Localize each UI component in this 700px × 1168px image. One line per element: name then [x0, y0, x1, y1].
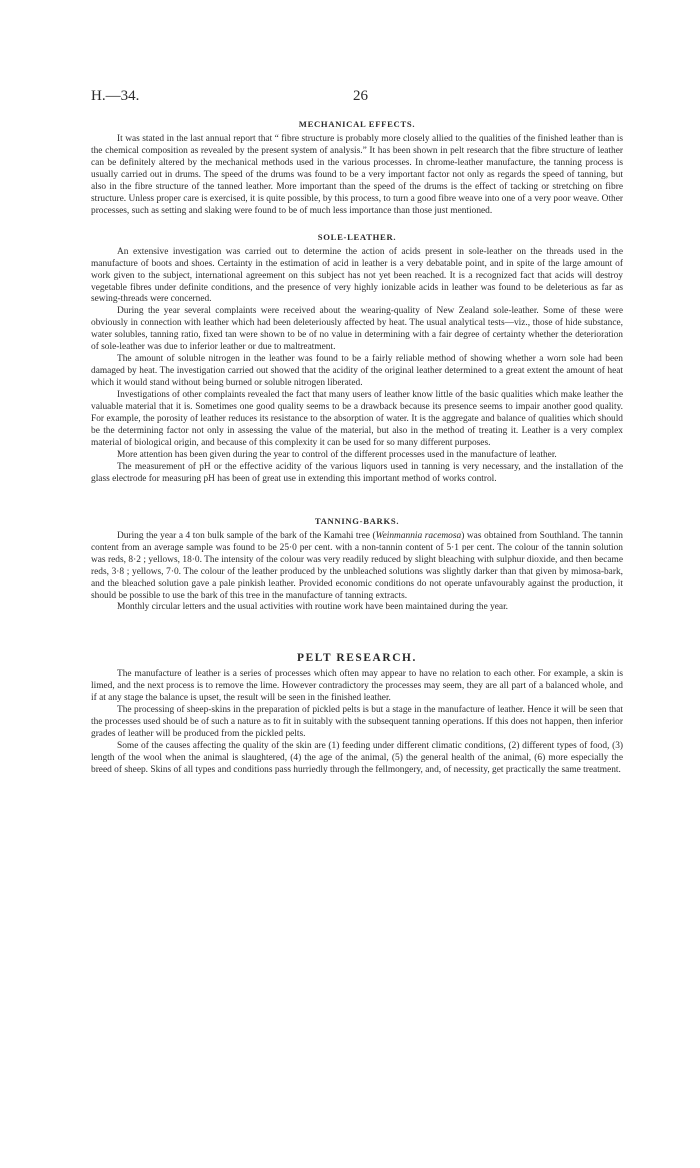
section-heading: MECHANICAL EFFECTS.: [298, 119, 416, 129]
paragraph: An extensive investigation was carried out to determine the action of acids present in sole-leather on the threads used in the manufacture of boots and shoes. Certainty in the estimation of acid in leather is a very debatable point, and in spite of the large amount of work given to the subject, international agreement on this subject has not yet been reached. It is a recognized fact that acids will destroy vegetable fibres under definite conditions, and the presence of very highly ionizable acids in leather was found to be deleterious as far as sewing-threads were concerned.: [91, 246, 623, 305]
paragraph: The amount of soluble nitrogen in the leather was found to be a fairly reliable method of showing whether a worn sole had been damaged by heat. The investigation carried out showed that the acidity of the original leather determined to a great extent the amount of heat which it would stand without being burned or soluble nitrogen liberated.: [91, 354, 623, 389]
text-run: ) was obtained from Southland. The tannin content from an average sample was found to be 25·0 per cent. with a non-tannin content of 5·1 per cent. The colour of the tannin solution was reds, 8·2 ; yellows, 18·0. The intensity of the colour was very readily reduced by slight bleaching with sulphur dioxide, and then became reds, 3·8 ; yellows, 7·0. The colour of the leather produced by the unbleached solutions was slightly darker than that given by mimosa-bark, and the bleached solution gave a pale pinkish leather. Provided economic conditions do not operate unfavourably against the production, it should be possible to use the bark of this tree in the manufacture of tanning extracts.: [91, 530, 623, 601]
body-column: [91, 118, 623, 777]
paragraph: The measurement of pH or the effective acidity of the various liquors used in tanning is very necessary, and the installation of the glass electrode for measuring pH has been of great use in extending this important method of works control.: [91, 461, 623, 484]
text-run: During the year a 4 ton bulk sample of the bark of the Kamahi tree (: [117, 530, 376, 541]
section-mechanical-effects: [91, 118, 623, 218]
section-tanning-barks: [91, 515, 623, 615]
paragraph: The manufacture of leather is a series of processes which often may appear to have no relation to each other. For example, a skin is limed, and the next process is to remove the lime. However contradictory the processes may seem, they are all part of a balanced whole, and if at any stage the balance is upset, the result will be seen in the finished leather.: [91, 669, 623, 704]
report-reference: H.—34.: [91, 88, 140, 104]
section-heading: SOLE-LEATHER.: [317, 231, 397, 242]
paragraph: Investigations of other complaints revealed the fact that many users of leather know little of the basic qualities which make leather the valuable material that it is. Sometimes one good quality seems to be a drawback because its presence seems to impair another good quality. For example, the porosity of leather reduces its resistance to the absorption of water. It is the aggregate and balance of qualities which should be the determining factor not only in assessing the value of the material, but also in the method of treating it. Leather is a very complex material of biological origin, and because of this complexity it can be used for so many different purposes.: [91, 390, 623, 448]
page-number: 26: [353, 88, 368, 104]
paragraph: During the year several complaints were received about the wearing-quality of New Zealand sole-leather. Some of these were obviously in connection with leather which had been deleteriously affected by heat. The usual analytical tests—viz., those of hide substance, water solubles, tanning ratio, fixed tan were shown to be of no value in determining with a fair degree of certainty whether the deterioration of sole-leather was due to inferior leather or due to maltreatment.: [91, 306, 623, 353]
section-heading: TANNING-BARKS.: [314, 515, 400, 526]
section-pelt-research: [91, 650, 623, 777]
paragraph: The processing of sheep-skins in the preparation of pickled pelts is but a stage in the manufacture of leather. Hence it will be seen that the processes used should be of such a nature as to fit in suitably with the subsequent tanning operations. If this does not happen, then inferior grades of leather will be produced from the pickled pelts.: [91, 705, 623, 740]
species-name: Weinmannia racemosa: [375, 530, 462, 541]
section-sole-leather: [91, 231, 623, 486]
paragraph: [91, 531, 623, 603]
paragraph: More attention has been given during the year to control of the different processes used in the manufacture of leather.: [117, 449, 557, 460]
paragraph: It was stated in the last annual report that “ fibre structure is probably more closely allied to the qualities of the finished leather than is the chemical composition as revealed by the present system of analysis.” It has been shown in pelt research that the fibre structure of leather can be definitely altered by the mechanical methods used in the various processes. In chrome-leather manufacture, the tanning process is usually carried out in drums. The speed of the drums was found to be a very important factor not only as regards the speed of tanning, but also in the fibre structure of the tanned leather. More important than the speed of the drums is the effect of tacking or stretching on fibre structure. Unless proper care is exercised, it is quite possible, by this process, to turn a good fibre weave into one of a very poor weave. Other processes, such as setting and slaking were found to be of much less importance than those just mentioned.: [91, 134, 623, 216]
paragraph: Some of the causes affecting the quality of the skin are (1) feeding under different climatic conditions, (2) different types of food, (3) length of the wool when the animal is slaughtered, (4) the age of the animal, (5) the general health of the animal, (6) more especially the breed of sheep. Skins of all types and conditions pass hurriedly through the fellmongery, and, of necessity, get practically the same treatment.: [91, 741, 623, 776]
paragraph: Monthly circular letters and the usual activities with routine work have been maintained during the year.: [117, 602, 509, 613]
section-heading: PELT RESEARCH.: [297, 652, 417, 665]
